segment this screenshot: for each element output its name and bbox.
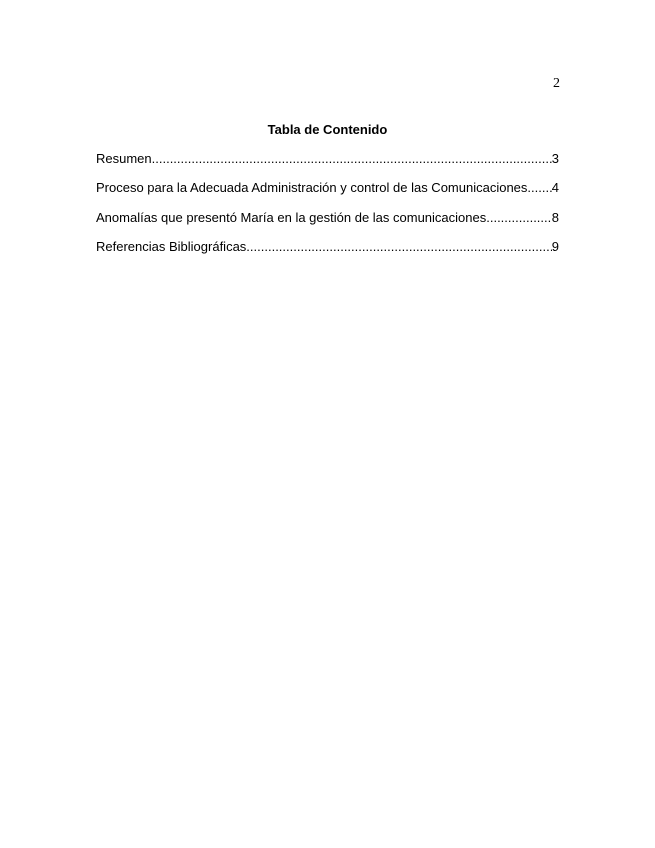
toc-entry-page: 8: [551, 209, 559, 225]
page-number: 2: [553, 76, 560, 91]
toc-entry-label: Referencias Bibliográficas: [96, 238, 247, 254]
toc-entry-proceso[interactable]: [96, 180, 559, 209]
toc-dot-leader: [246, 239, 551, 255]
toc-title: Tabla de Contenido: [267, 122, 388, 137]
toc-dot-leader: [527, 180, 551, 196]
toc-dot-leader: [486, 210, 552, 226]
toc-entry-label: Resumen: [96, 151, 152, 166]
toc-entry-page: 4: [551, 180, 559, 196]
toc-entry-anomalias[interactable]: [96, 210, 559, 239]
toc-entry-label: Proceso para la Adecuada Administración y control de las Comunicaciones: [96, 180, 528, 196]
toc-dot-leader: [152, 151, 552, 167]
toc-entry-page: 9: [551, 238, 559, 254]
table-of-contents: [96, 151, 559, 268]
toc-entry-page: 3: [551, 151, 559, 166]
toc-entry-resumen[interactable]: [96, 151, 559, 180]
toc-entry-referencias[interactable]: [96, 239, 559, 268]
toc-entry-label: Anomalías que presentó María en la gestión de las comunicaciones: [96, 209, 487, 225]
